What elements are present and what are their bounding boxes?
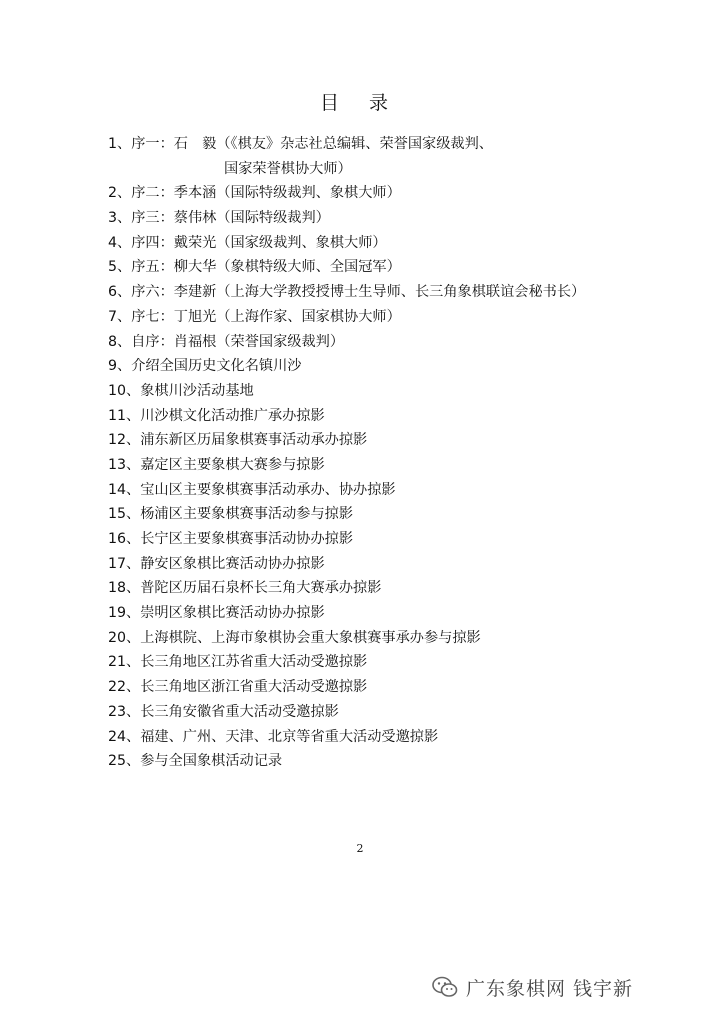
page-title: 目 录 xyxy=(319,92,401,114)
table-of-contents xyxy=(108,132,708,774)
toc-entry: 25、参与全国象棋活动记录 xyxy=(108,753,283,770)
toc-entry: 24、福建、广州、天津、北京等省重大活动受邀掠影 xyxy=(108,728,439,745)
toc-entry: 8、自序：肖福根（荣誉国家级裁判） xyxy=(108,333,345,350)
toc-entry-1: 1、序一：石 毅（《棋友》杂志社总编辑、荣誉国家级裁判、 xyxy=(108,136,493,152)
toc-entry: 4、序四：戴荣光（国家级裁判、象棋大师） xyxy=(108,234,387,251)
toc-entry: 21、长三角地区江苏省重大活动受邀掠影 xyxy=(108,654,368,671)
toc-entry: 9、介绍全国历史文化名镇川沙 xyxy=(108,358,302,375)
toc-entry: 7、序七：丁旭光（上海作家、国家棋协大师） xyxy=(108,308,401,325)
toc-entry: 17、静安区象棋比赛活动协办掠影 xyxy=(108,555,325,572)
toc-entry: 2、序二：季本涵（国际特级裁判、象棋大师） xyxy=(108,185,401,202)
toc-entry: 13、嘉定区主要象棋大赛参与掠影 xyxy=(108,456,325,473)
toc-entry: 11、川沙棋文化活动推广承办掠影 xyxy=(108,407,325,424)
wechat-icon xyxy=(432,976,458,998)
toc-entry: 22、长三角地区浙江省重大活动受邀掠影 xyxy=(108,679,368,696)
toc-entry: 20、上海棋院、上海市象棋协会重大象棋赛事承办参与掠影 xyxy=(108,629,481,646)
watermark-text: 广东象棋网 钱宇新 xyxy=(466,977,634,1000)
watermark xyxy=(432,972,633,1002)
toc-entry: 6、序六：李建新（上海大学教授授博士生导师、长三角象棋联谊会秘书长） xyxy=(108,284,586,301)
toc-entry: 15、杨浦区主要象棋赛事活动参与掠影 xyxy=(108,506,354,523)
toc-entry: 3、序三：蔡伟林（国际特级裁判） xyxy=(108,210,330,227)
toc-entry: 14、宝山区主要象棋赛事活动承办、协办掠影 xyxy=(108,481,396,498)
toc-list xyxy=(108,181,708,774)
toc-entry: 18、普陀区历届石泉杯长三角大赛承办掠影 xyxy=(108,580,382,597)
page-number: 2 xyxy=(356,842,364,855)
toc-entry: 5、序五：柳大华（象棋特级大师、全国冠军） xyxy=(108,259,401,276)
toc-entry: 16、长宁区主要象棋赛事活动协办掠影 xyxy=(108,531,354,547)
toc-entry-1-continuation: 国家荣誉棋协大师） xyxy=(224,160,352,177)
toc-entry: 12、浦东新区历届象棋赛事活动承办掠影 xyxy=(108,432,368,449)
toc-entry: 10、象棋川沙活动基地 xyxy=(108,382,254,399)
toc-entry: 23、长三角安徽省重大活动受邀掠影 xyxy=(108,703,339,720)
toc-entry: 19、崇明区象棋比赛活动协办掠影 xyxy=(108,605,325,622)
